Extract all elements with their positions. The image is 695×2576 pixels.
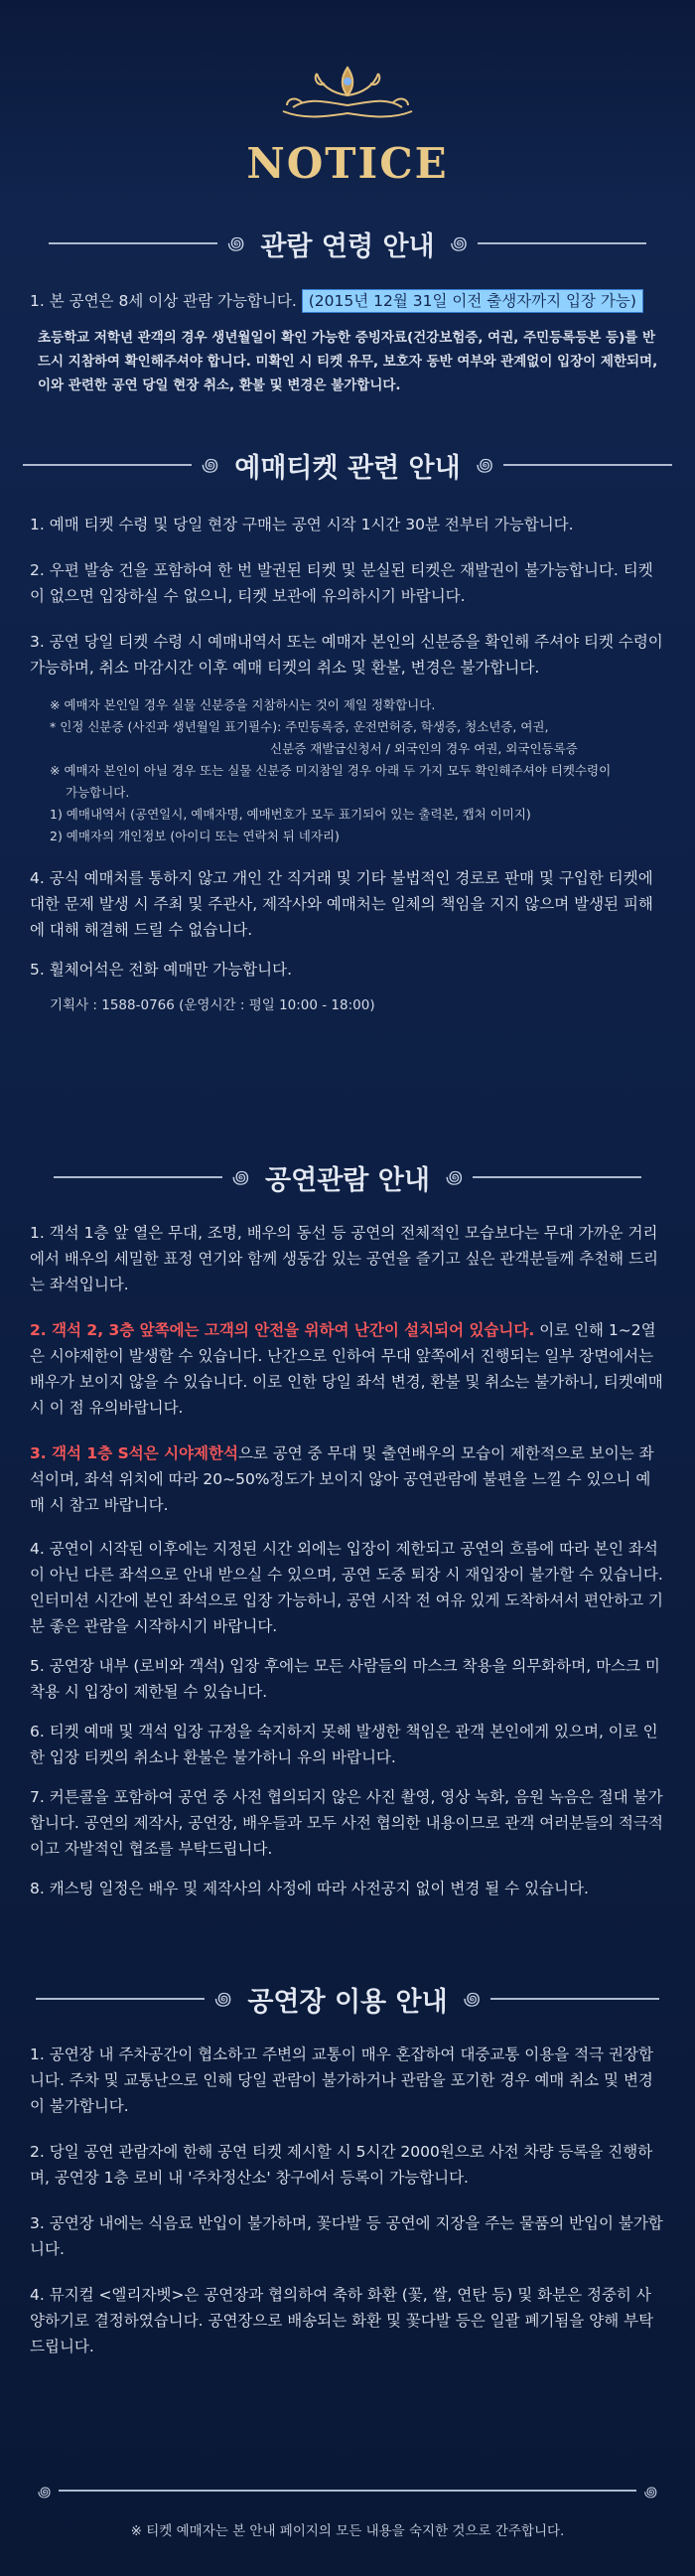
viewing-item-7: 7. 커튼콜을 포함하여 공연 중 사전 협의되지 않은 사진 촬영, 영상 녹화, 음원 녹음은 절대 불가합니다. 공연의 제작사, 공연장, 배우들과 모두 사전 협의한 내용이므로 관객 여러분들의 적극적이고 자발적인 협조를 부탁드립니다. [30,1788,663,1858]
swirl-ornament-icon: ꩜ [202,455,219,476]
viewing-item-6: 6. 티켓 예매 및 객석 입장 규정을 숙지하지 못해 발생한 책임은 관객 본인에게 있으며, 이로 인한 입장 티켓의 취소나 환불은 불가하니 유의 바랍니다. [30,1723,658,1766]
contact-info: 기획사 : 1588-0766 (운영시간 : 평일 10:00 - 18:00) [50,997,375,1013]
viewing-item-5: 5. 공연장 내부 (로비와 객석) 입장 후에는 모든 사람들의 마스크 착용을 의무화하며, 마스크 미착용 시 입장이 제한될 수 있습니다. [30,1657,660,1701]
page-title: NOTICE [246,139,449,188]
ticket-item-5: 5. 휠체어석은 전화 예매만 가능합니다. [30,961,293,979]
ticket-item-4: 4. 공식 예매처를 통하지 않고 개인 간 직거래 및 기타 불법적인 경로로 판매 및 구입한 티켓에 대한 문제 발생 시 주최 및 주관사, 제작사와 예매처는 일체의 책임을 지지 않으며 발생된 피해에 대해 해결해 드릴 수 없습니다. [30,869,653,939]
divider [503,464,672,466]
divider [49,242,217,244]
ticket-notice [30,512,665,1016]
age-highlight: (2015년 12월 31일 이전 출생자까지 입장 가능) [302,289,643,313]
section-heading-ticket: ꩜ 예매티켓 관련 안내 ꩜ [0,445,695,485]
age-detail: 초등학교 저학년 관객의 경우 생년월일이 확인 가능한 증빙자료(건강보험증, 여권, 주민등록등본 등)를 반드시 지참하여 확인해주셔야 합니다. 미확인 시 티켓 유무, 보호자 동반 여부와 관계없이 입장이 제한되며, 이와 관련한 공연 당일 현장 취소, 환불 및 변경은 불가합니다. [38,330,658,393]
swirl-ornament-icon: ꩜ [643,2484,657,2500]
divider [54,1176,222,1178]
venue-item-3: 3. 공연장 내에는 식음료 반입이 불가하며, 꽃다발 등 공연에 지장을 주는 물품의 반입이 불가합니다. [30,2214,663,2258]
section-heading-age: ꩜ 관람 연령 안내 ꩜ [0,224,695,263]
id-notes: ※ 예매자 본인일 경우 실물 신분증을 지참하시는 것이 제일 정확합니다. * 인정 신분증 (사진과 생년월일 표기필수): 주민등록증, 운전면허증, 학생증, 청소년증, 여권, 신분증 재발급신청서 / 외국인의 경우 여권, 외국인등록증 ※ 예매자 본인이 아닐 경우 또는 실물 신분증 미지참일 경우 아래 두 가지 모두 확인해주셔야 티켓수령이 가능합니다. 1) 예매내역서 (공연일시, 예매자명, 예매번호가 모두 표기되어 있는 출력본, 캡처 이미지) 2) 예매자의 개인정보 (아이디 또는 연락처 뒤 네자리) [50,697,612,843]
viewing-item-2: 2. 객석 2, 3층 앞쪽에는 고객의 안전을 위하여 난간이 설치되어 있습니다. 이로 인해 1~2열은 시야제한이 발생할 수 있습니다. 난간으로 인하여 무대 앞쪽에서 진행되는 일부 장면에서는 배우가 보이지 않을 수 있습니다. 이로 인한 당일 좌석 변경, 환불 및 취소는 불가하니, 티켓예매 시 이 점 유의바랍니다. [30,1321,663,1417]
venue-item-1: 1. 공연장 내 주차공간이 협소하고 주변의 교통이 매우 혼잡하여 대중교통 이용을 적극 권장합니다. 주차 및 교통난으로 인해 당일 관람이 불가하거나 관람을 포기한 경우 예매 취소 및 변경이 불가합니다. [30,2046,653,2115]
swirl-ornament-icon: ꩜ [231,1167,250,1188]
divider [478,242,646,244]
swirl-ornament-icon: ꩜ [214,1989,232,2010]
viewing-item-4: 4. 공연이 시작된 이후에는 지정된 시간 외에는 입장이 제한되고 공연의 흐름에 따라 본인 좌석이 아닌 다른 좌석으로 안내 받으실 수 있으며, 공연 도중 퇴장 시 재입장이 불가할 수 있습니다. 인터미션 시간에 본인 좌석으로 입장 가능하니, 공연 시작 전 여유 있게 도착하셔서 편안하고 기분 좋은 관람을 시작하시기 바랍니다. [30,1540,663,1635]
divider [36,1998,205,2000]
viewing-item-8: 8. 캐스팅 일정은 배우 및 제작사의 사정에 따라 사전공지 없이 변경 될 수 있습니다. [30,1880,589,1897]
footer-divider [30,2481,665,2500]
divider [23,464,192,466]
venue-item-4: 4. 뮤지컬 <엘리자벳>은 공연장과 협의하여 축하 화환 (꽃, 쌀, 연탄 등) 및 화분은 정중히 사양하기로 결정하였습니다. 공연장으로 배송되는 화환 및 꽃다발 등은 일괄 폐기됨을 양해 부탁드립니다. [30,2286,654,2355]
swirl-ornament-icon: ꩜ [476,455,493,476]
viewing-notice [30,1220,665,1901]
section-heading-viewing: ꩜ 공연관람 안내 ꩜ [0,1157,695,1197]
footer-note: ※ 티켓 예매자는 본 안내 페이지의 모든 내용을 숙지한 것으로 간주합니다. [130,2523,565,2539]
section-heading-venue: ꩜ 공연장 이용 안내 ꩜ [0,1979,695,2019]
viewing-item-1: 1. 객석 1층 앞 열은 무대, 조명, 배우의 동선 등 공연의 전체적인 모습보다는 무대 가까운 거리에서 배우의 세밀한 표정 연기와 함께 생동감 있는 공연을 즐기고 싶은 관객분들께 추천해 드리는 좌석입니다. [30,1224,659,1293]
swirl-ornament-icon: ꩜ [463,1989,481,2010]
swirl-ornament-icon: ꩜ [445,1167,464,1188]
age-notice [30,288,665,397]
swirl-ornament-icon: ꩜ [38,2484,52,2500]
crown-ornament-icon [0,60,695,129]
venue-notice [30,2042,665,2359]
viewing-item-3: 3. 객석 1층 S석은 시야제한석으로 공연 중 무대 및 출연배우의 모습이 제한적으로 보이는 좌석이며, 좌석 위치에 따라 20~50%정도가 보이지 않아 공연관람에 불편을 느낄 수 있으니 예매 시 참고 바랍니다. [30,1444,654,1514]
swirl-ornament-icon: ꩜ [450,233,468,254]
venue-item-2: 2. 당일 공연 관람자에 한해 공연 티켓 제시할 시 5시간 2000원으로 사전 차량 등록을 진행하며, 공연장 1층 로비 내 '주차정산소' 창구에서 등록이 가능합니다. [30,2143,653,2187]
divider [473,1176,641,1178]
swirl-ornament-icon: ꩜ [227,233,245,254]
ticket-item-2: 2. 우편 발송 건을 포함하여 한 번 발권된 티켓 및 분실된 티켓은 재발권이 불가능합니다. 티켓이 없으면 입장하실 수 없으니, 티켓 보관에 유의하시기 바랍니다. [30,561,653,605]
divider [490,1998,659,2000]
age-item-1: 1. 본 공연은 8세 이상 관람 가능합니다. [30,292,297,310]
ticket-item-1: 1. 예매 티켓 수령 및 당일 현장 구매는 공연 시작 1시간 30분 전부터 가능합니다. [30,516,574,533]
ticket-item-3: 3. 공연 당일 티켓 수령 시 예매내역서 또는 예매자 본인의 신분증을 확인해 주셔야 티켓 수령이 가능하며, 취소 마감시간 이후 예매 티켓의 취소 및 환불, 변경은 불가합니다. [30,633,663,677]
